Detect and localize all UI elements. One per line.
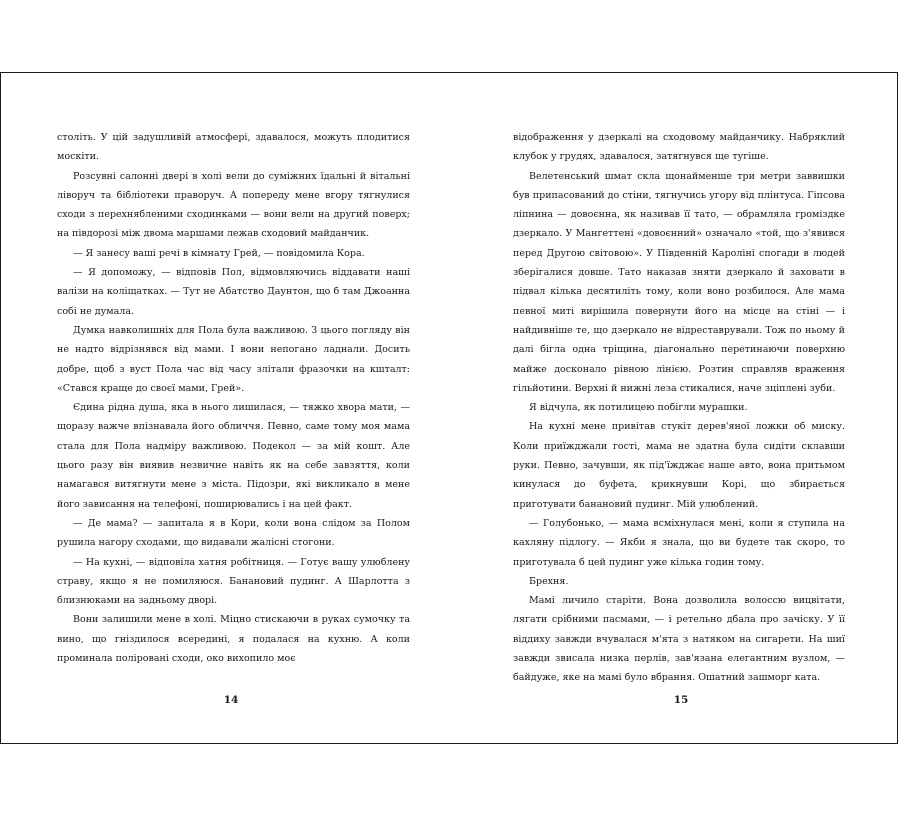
paragraph: — Голубонько, — мама всміхнулася мені, коли я ступила на кахляну підлогу. — Якби я знала, що ви будете так скоро, то приготувала б цей пудинг уже кілька годин тому. xyxy=(513,517,845,568)
paragraph: На кухні мене привітав стукіт дерев'яної ложки об миску. Коли приїжджали гості, мама не здатна була сидіти склавши руки. Певно, зачувши, як під'їжджає наше авто, вона притьмом кинулася до буфета, крикнувши Корі, що збирається приготувати банановий пудинг. Мій улюблений. xyxy=(513,421,845,510)
paragraph: — На кухні, — відповіла хатня робітниця. — Готує вашу улюблену страву, якщо я не помиляюся. Банановий пудинг. А Шарлотта з близнюками на задньому дворі. xyxy=(57,556,410,607)
paragraph: — Я допоможу, — відповів Пол, відмовляючись віддавати наші валізи на коліщатках. — Тут не Абатство Даунтон, що б там Джоанна собі не думала. xyxy=(57,267,410,317)
paragraph: Розсувні салонні двері в холі вели до суміжних їдальні й вітальні ліворуч та бібліотеки праворуч. А попереду мене вгору тягнулися сходи з перехнябленими сходинками — вони вели на другий поверх; на півдорозі між двома маршами лежав сходовий майданчик. xyxy=(57,170,410,240)
book-spread xyxy=(0,72,898,744)
paragraph: — Я занесу ваші речі в кімнату Грей, — повідомила Кора. xyxy=(73,247,365,259)
paragraph: Брехня. xyxy=(529,575,569,587)
left-page xyxy=(57,128,410,668)
paragraph: Мамі личило старіти. Вона дозволила волоссю вицвітати, лягати срібними пасмами, — і ретельно дбала про зачіску. У її віддиху завжди вчувалася м'ята з натяком на сигарети. На шиї завжди звисала низка перлів, зав'язана елегантним вузлом, — байдуже, яке на мамі було вбрання. Ошатний зашморг ката. xyxy=(513,595,845,684)
page-number-right: 15 xyxy=(673,694,689,706)
paragraph: століть. У цій задушливій атмосфері, здавалося, можуть плодитися москіти. xyxy=(57,132,410,163)
paragraph: Я відчула, як потилицею побігли мурашки. xyxy=(529,402,748,414)
page-number-left: 14 xyxy=(223,694,239,706)
paragraph: Думка навколишніх для Пола була важливою. З цього погляду він не надто відрізнявся від мами. І вони непогано ладнали. Досить добре, щоб з вуст Пола час від часу злітали фразочки на кшталт: «Стався краще до своєї мами, Грей». xyxy=(57,324,410,394)
paragraph: — Де мама? — запитала я в Кори, коли вона слідом за Полом рушила нагору сходами, що видавали жалісні стогони. xyxy=(57,517,410,549)
paragraph: Велетенський шмат скла щонайменше три метри заввишки був припасований до стіни, тягнучись угору від плінтуса. Гіпсова ліпнина — довоєнна, як називав її тато, — обрамляла громіздке дзеркало. У Мангеттені «довоєнний» означало «той, що з'явився перед Другою світовою». У Південній Кароліні спогади в людей зберігалися довше. Тато наказав зняти дзеркало й заховати в підвал кілька десятиліть тому, коли воно розбилося. Але мама певної миті вирішила повернути його на місце на стіні — і найдивніше те, що дзеркало не відреставрували. Тож по ньому й далі бігла одна тріщина, діагонально перетинаючи поверхню майже досконало рівною лінією. Розтин справляв враження гільйотини. Верхні й нижні леза стикалися, наче зціплені зуби. xyxy=(513,170,845,394)
paragraph: відображення у дзеркалі на сходовому майданчику. Набряклий клубок у грудях, здавалося, затягнувся ще тугіше. xyxy=(513,132,845,163)
paragraph: Єдина рідна душа, яка в нього лишилася, — тяжко хвора мати, — щоразу важче впізнавала його обличчя. Певно, саме тому моя мама стала для Пола надміру важливою. Подекол — за мій кошт. Але цього разу він виявив незвичне навіть як на себе завзяття, коли намагався витягнути мене з міста. Підозри, які викликало в мене його зависання на телефоні, поширювались і на цей факт. xyxy=(57,402,410,510)
paragraph: Вони залишили мене в холі. Міцно стискаючи в руках сумочку та вино, що гніздилося всередині, я подалася на кухню. А коли проминала поліровані сходи, око вихопило моє xyxy=(57,614,410,665)
right-page xyxy=(513,128,845,688)
